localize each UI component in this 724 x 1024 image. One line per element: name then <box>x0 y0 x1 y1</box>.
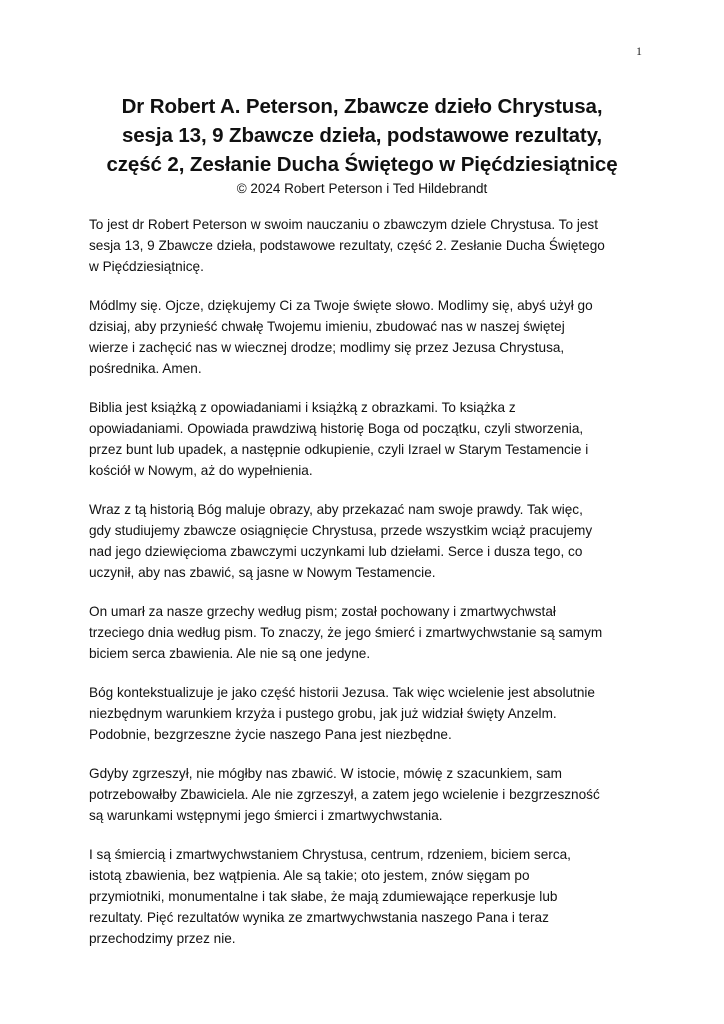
text-line: Biblia jest książką z opowiadaniami i książką z obrazkami. To książka z <box>89 400 516 415</box>
text-line: On umarł za nasze grzechy według pism; został pochowany i zmartwychwstał <box>89 604 556 619</box>
text-line: Wraz z tą historią Bóg maluje obrazy, aby przekazać nam swoje prawdy. Tak więc, <box>89 502 583 517</box>
text-line: gdy studiujemy zbawcze osiągnięcie Chrystusa, przede wszystkim wciąż pracujemy <box>89 523 593 538</box>
document-body <box>89 214 649 967</box>
text-line: Bóg kontekstualizuje je jako część historii Jezusa. Tak więc wcielenie jest absolutnie <box>89 685 595 700</box>
title-line: Dr Robert A. Peterson, Zbawcze dzieło Chrystusa, <box>121 95 603 118</box>
text-line: pośrednika. Amen. <box>89 361 202 376</box>
text-line: Podobnie, bezgrzeszne życie naszego Pana jest niezbędne. <box>89 727 452 742</box>
text-line: w Pięćdziesiątnicę. <box>89 259 204 274</box>
title-line: część 2, Zesłanie Ducha Świętego w Pięćdziesiątnicę <box>106 153 618 176</box>
paragraph-bible <box>89 397 649 481</box>
text-line: niezbędnym warunkiem krzyża i pustego grobu, jak już widział święty Anzelm. <box>89 706 557 721</box>
text-line: przechodzimy przez nie. <box>89 931 236 946</box>
text-line: biciem serca zbawienia. Ale nie są one jedyne. <box>89 646 371 661</box>
text-line: Gdyby zgrzeszył, nie mógłby nas zbawić. W istocie, mówię z szacunkiem, sam <box>89 766 562 781</box>
text-line: trzeciego dnia według pism. To znaczy, że jego śmierć i zmartwychwstanie są samym <box>89 625 603 640</box>
text-line: są warunkami wstępnymi jego śmierci i zmartwychwstania. <box>89 808 443 823</box>
text-line: rezultaty. Pięć rezultatów wynika ze zmartwychwstania naszego Pana i teraz <box>89 910 549 925</box>
paragraph-intro <box>89 214 649 277</box>
text-line: sesja 13, 9 Zbawcze dzieła, podstawowe rezultaty, część 2. Zesłanie Ducha Świętego <box>89 238 605 253</box>
paragraph-sinless <box>89 763 649 826</box>
copyright-notice: © 2024 Robert Peterson i Ted Hildebrandt <box>236 181 488 196</box>
paragraph-prayer <box>89 295 649 379</box>
text-line: To jest dr Robert Peterson w swoim nauczaniu o zbawczym dziele Chrystusa. To jest <box>89 217 598 232</box>
paragraph-pictures <box>89 499 649 583</box>
paragraph-results <box>89 844 649 949</box>
text-line: Módlmy się. Ojcze, dziękujemy Ci za Twoje święte słowo. Modlimy się, abyś użył go <box>89 298 593 313</box>
text-line: przymiotniki, monumentalne i tak słabe, że mają zdumiewające reperkusje lub <box>89 889 558 904</box>
text-line: dzisiaj, aby przynieść chwałę Twojemu imieniu, zbudować nas w naszej świętej <box>89 319 565 334</box>
text-line: przez bunt lub upadek, a następnie odkupienie, czyli Izrael w Starym Testamencie i <box>89 442 589 457</box>
text-line: istotą zbawienia, bez wątpienia. Ale są takie; oto jestem, znów sięgam po <box>89 868 530 883</box>
page-number: 1 <box>636 44 642 58</box>
text-line: nad jego dziewięcioma zbawczymi uczynkami lub dziełami. Serce i dusza tego, co <box>89 544 583 559</box>
text-line: I są śmiercią i zmartwychwstaniem Chrystusa, centrum, rdzeniem, biciem serca, <box>89 847 571 862</box>
text-line: uczynił, aby nas zbawić, są jasne w Nowym Testamencie. <box>89 565 436 580</box>
title-line: sesja 13, 9 Zbawcze dzieła, podstawowe rezultaty, <box>121 124 603 147</box>
text-line: kościół w Nowym, aż do wypełnienia. <box>89 463 313 478</box>
paragraph-death-resurrection <box>89 601 649 664</box>
text-line: opowiadaniami. Opowiada prawdziwą historię Boga od początku, czyli stworzenia, <box>89 421 584 436</box>
text-line: wierze i zachęcić nas w wiecznej drodze; modlimy się przez Jezusa Chrystusa, <box>89 340 565 355</box>
text-line: potrzebowałby Zbawiciela. Ale nie zgrzeszył, a zatem jego wcielenie i bezgrzeszność <box>89 787 600 802</box>
paragraph-incarnation <box>89 682 649 745</box>
document-title <box>60 92 664 179</box>
